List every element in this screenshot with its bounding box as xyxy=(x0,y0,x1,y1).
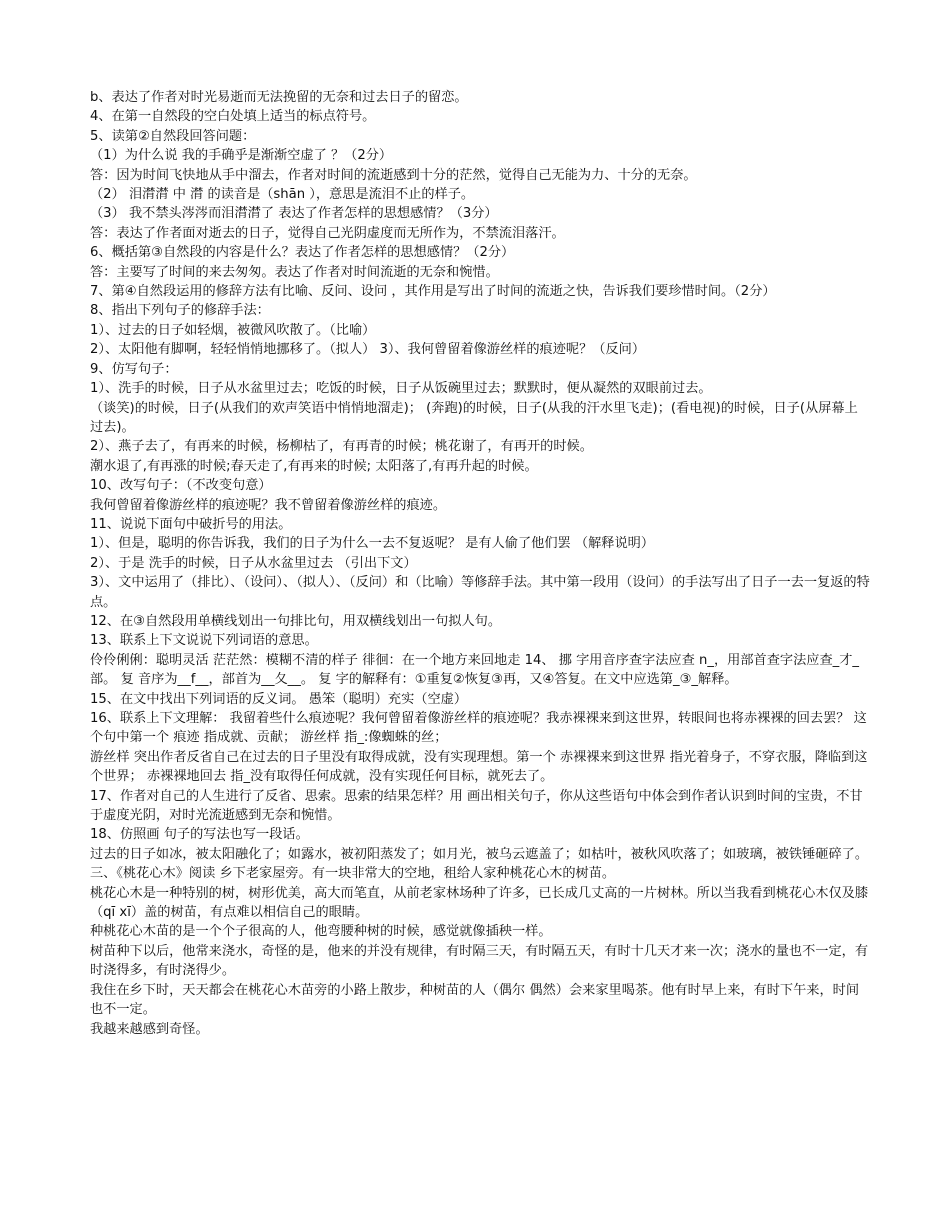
text-line: 17、作者对自己的人生进行了反省、思索。思索的结果怎样？用 画出相关句子，你从这些语句中体会到作者认识到时间的宝贵，不甘于虚度光阴，对时光流逝感到无奈和惋惜。 xyxy=(90,788,863,824)
text-line: 1）、但是，聪明的你告诉我，我们的日子为什么一去不复返呢？ 是有人偷了他们罢 （解释说明） xyxy=(90,536,655,552)
text-line: 树苗种下以后，他常来浇水，奇怪的是，他来的并没有规律，有时隔三天，有时隔五天，有时十几天才来一次；浇水的量也不一定，有时浇得多，有时浇得少。 xyxy=(90,943,869,979)
text-line: 潮水退了,有再涨的时候;春天走了,有再来的时候; 太阳落了,有再升起的时候。 xyxy=(90,458,538,474)
text-line: 4、在第一自然段的空白处填上适当的标点符号。 xyxy=(90,109,376,125)
text-line: 3）、文中运用了（排比）、（设问）、（拟人）、（反问）和（比喻）等修辞手法。其中第一段用（设问）的手法写出了日子一去一复返的特点。 xyxy=(90,575,870,610)
text-line: 答：主要写了时间的来去匆匆。表达了作者对时间流逝的无奈和惋惜。 xyxy=(90,264,499,280)
text-line: 答：表达了作者面对逝去的日子，觉得自己光阴虚度而无所作为，不禁流泪落汗。 xyxy=(90,225,565,241)
text-line: 我何曾留着像游丝样的痕迹呢？我不曾留着像游丝样的痕迹。 xyxy=(90,497,447,513)
text-line: 5、读第②自然段回答问题： xyxy=(90,128,256,144)
text-line: 13、联系上下文说说下列词语的意思。 xyxy=(90,633,318,649)
text-line: 我越来越感到奇怪。 xyxy=(90,1021,209,1037)
text-line: 12、在③自然段用单横线划出一句排比句，用双横线划出一句拟人句。 xyxy=(90,613,502,629)
text-line: （1）为什么说 我的手确乎是渐渐空虚了 ？（2分） xyxy=(90,148,393,164)
text-line: 答：因为时间飞快地从手中溜去，作者对时间的流逝感到十分的茫然，觉得自己无能为力、十分的无奈。 xyxy=(90,167,697,183)
text-line: 过去的日子如冰，被太阳融化了；如露水，被初阳蒸发了；如月光，被乌云遮盖了；如枯叶，被秋风吹落了；如玻璃，被铁锤砸碎了。 xyxy=(90,846,869,862)
text-line: （2） 泪潸潸 中 潸 的读音是（shān ），意思是流泪不止的样子。 xyxy=(90,187,475,203)
text-line: 18、仿照画 句子的写法也写一段话。 xyxy=(90,827,309,843)
text-line: （3） 我不禁头涔涔而泪潸潸了 表达了作者怎样的思想感情？（3分） xyxy=(90,206,498,222)
text-line: 我住在乡下时，天天都会在桃花心木苗旁的小路上散步，种树苗的人（偶尔 偶然）会来家里喝茶。他有时早上来，有时下午来，时间也不一定。 xyxy=(90,982,860,1018)
text-line: 7、第④自然段运用的修辞方法有比喻、反问、设问 ，其作用是写出了时间的流逝之快，告诉我们要珍惜时间。（2分） xyxy=(90,284,776,300)
text-line: b、表达了作者对时光易逝而无法挽留的无奈和过去日子的留恋。 xyxy=(90,90,468,105)
text-line: 2）、燕子去了，有再来的时候，杨柳枯了，有再青的时候；桃花谢了，有再开的时候。 xyxy=(90,439,593,455)
text-line: 三、《桃花心木》阅读 乡下老家屋旁。有一块非常大的空地，租给人家种桃花心木的树苗。 xyxy=(90,866,616,882)
text-line: （谈笑)的时候，日子(从我们的欢声笑语中悄悄地溜走)； (奔跑)的时候，日子(从我的汗水里飞走)；(看电视)的时候，日子(从屏幕上过去)。 xyxy=(90,400,858,435)
text-line: 2）、太阳他有脚啊，轻轻悄悄地挪移了。（拟人） 3）、我何曾留着像游丝样的痕迹呢？（反问） xyxy=(90,342,646,358)
text-line: 桃花心木是一种特别的树，树形优美，高大而笔直，从前老家林场种了许多，已长成几丈高的一片树林。所以当我看到桃花心木仅及膝（qī xī）盖的树苗，有点难以相信自己的眼睛。 xyxy=(90,885,869,921)
text-line: 15、在文中找出下列词语的反义词。 愚笨（聪明）充实（空虚） xyxy=(90,691,468,707)
text-line: 11、说说下面句中破折号的用法。 xyxy=(90,516,292,532)
text-line: 游丝样 突出作者反省自己在过去的日子里没有取得成就，没有实现理想。第一个 赤裸裸来到这世界 指光着身子，不穿衣服，降临到这个世界； 赤裸裸地回去 指_没有取得任何成就，没有实现任何目标，就死去了。 xyxy=(90,749,868,785)
text-line: 8、指出下列句子的修辞手法： xyxy=(90,303,270,319)
text-line: 1）、洗手的时候，日子从水盆里过去；吃饭的时候，日子从饭碗里过去；默默时，便从凝然的双眼前过去。 xyxy=(90,381,712,397)
text-line: 6、概括第③自然段的内容是什么？表达了作者怎样的思想感情？（2分） xyxy=(90,245,515,261)
text-line: 伶伶俐俐：聪明灵活 茫茫然：模糊不清的样子 徘徊：在一个地方来回地走 14、 挪 字用音序查字法应查 n_，用部首查字法应查_才_部。 复 音序为__f__，部首为__夂__。 复 字的解释有：①重复②恢复③再，又④答复。在文中应选第_③_解释。 xyxy=(90,652,860,688)
text-line: 1）、过去的日子如轻烟，被微风吹散了。（比喻） xyxy=(90,322,376,338)
text-line: 2）、于是 洗手的时候，日子从水盆里过去 （引出下文） xyxy=(90,555,417,571)
text-line: 种桃花心木苗的是一个个子很高的人，他弯腰种树的时候，感觉就像插秧一样。 xyxy=(90,924,552,940)
text-line: 10、改写句子：（不改变句意） xyxy=(90,478,272,494)
text-line: 16、联系上下文理解： 我留着些什么痕迹呢？我何曾留着像游丝样的痕迹呢？我赤裸裸来到这世界，转眼间也将赤裸裸的回去罢？ 这个句中第一个 痕迹 指成就、贡献； 游丝样 指_:像蜘蛛的丝； xyxy=(90,711,867,746)
document-page xyxy=(90,88,870,1039)
text-line: 9、仿写句子： xyxy=(90,361,178,377)
